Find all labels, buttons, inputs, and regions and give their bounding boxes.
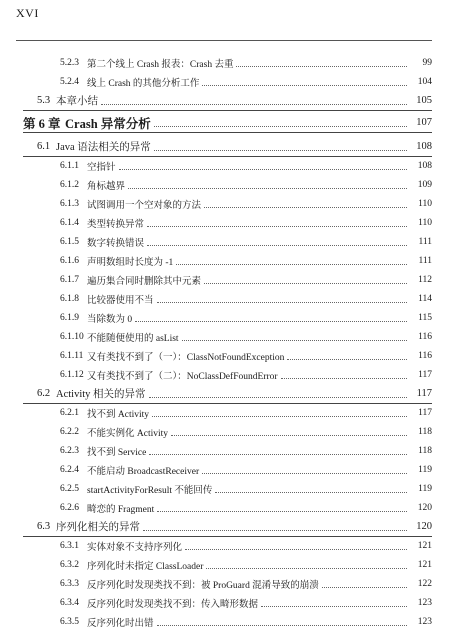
toc-number: 6.1.11 [60,350,84,361]
toc-page-number: 120 [416,521,432,532]
toc-subsection[interactable] [0,555,460,574]
toc-page-number: 123 [417,616,432,627]
toc-section[interactable] [0,91,460,110]
toc-title: 试图调用一个空对象的方法 [87,200,202,211]
toc-title: 反序列化时发现类找不到：传入畸形数据 [87,599,259,610]
toc-title: 角标越界 [87,181,126,192]
toc-subsection[interactable] [0,593,460,612]
dot-leader [287,358,407,360]
dot-leader [149,453,407,455]
toc-subsection[interactable] [0,194,460,213]
toc-number: 5.2.4 [60,76,79,87]
toc-page-number: 121 [417,540,432,551]
section-rule [23,110,432,111]
toc-title: 序列化时未指定 ClassLoader [87,561,204,572]
toc-number: 6.1.5 [60,236,79,247]
toc-subsection[interactable] [0,498,460,517]
dot-leader [152,415,407,417]
toc-subsection[interactable] [0,289,460,308]
dot-leader [206,567,407,569]
toc-subsection[interactable] [0,441,460,460]
toc-number: 6.2.6 [60,502,79,513]
toc-title: 反序列化时出错 [87,618,154,629]
toc-title: 数字转换错误 [87,238,145,249]
dot-leader [182,339,407,341]
toc-subsection[interactable] [0,72,460,91]
toc-number: 6.2 [37,388,51,399]
toc-subsection[interactable] [0,612,460,631]
toc-number: 6.3.2 [60,559,79,570]
dot-leader [157,301,407,303]
dot-leader [202,84,407,86]
dot-leader [119,168,407,170]
toc-number: 6.2.1 [60,407,79,418]
toc-page-number: 108 [416,141,432,152]
toc-subsection[interactable] [0,308,460,327]
toc-number: 6.1.6 [60,255,79,266]
toc-page-number: 117 [418,369,432,380]
toc-subsection[interactable] [0,479,460,498]
header-rule [16,40,432,41]
dot-leader [154,149,407,151]
toc-title: 声明数组时长度为 -1 [87,257,174,268]
toc-page-number: 109 [417,179,432,190]
dot-leader [147,225,407,227]
toc-title: 不能启动 BroadcastReceiver [87,466,200,477]
toc-subsection[interactable] [0,460,460,479]
toc-title: 找不到 Activity [87,409,150,420]
toc-number: 6.3 [37,521,51,532]
toc-title: 线上 Crash 的其他分析工作 [87,78,200,89]
toc-title: Crash 异常分析 [65,116,151,131]
dot-leader [204,282,407,284]
dot-leader [281,377,407,379]
toc-number: 6.3.4 [60,597,79,608]
toc-title: 又有类找不到了（二）：NoClassDefFoundError [87,371,278,382]
toc-title: 实体对象不支持序列化 [87,542,183,553]
toc-page-number: 123 [417,597,432,608]
toc-chapter[interactable] [0,113,460,132]
toc-subsection[interactable] [0,53,460,72]
toc-title: Java 语法相关的异常 [56,142,151,153]
toc-number: 6.1.4 [60,217,79,228]
toc-title: 序列化相关的异常 [56,522,140,533]
toc-title: 反序列化时发现类找不到：被 ProGuard 混淆导致的崩溃 [87,580,319,591]
dot-leader [128,187,407,189]
dot-leader [135,320,407,322]
toc-subsection[interactable] [0,327,460,346]
toc-subsection[interactable] [0,346,460,365]
dot-leader [101,103,407,105]
toc-subsection[interactable] [0,251,460,270]
toc-page-number: 116 [418,350,432,361]
toc-number: 6.2.4 [60,464,79,475]
toc-page-number: 104 [417,76,432,87]
dot-leader [322,586,407,588]
toc-page-number: 115 [418,312,432,323]
toc-title: 不能随便使用的 asList [87,333,179,344]
toc-subsection[interactable] [0,213,460,232]
toc-number: 6.3.5 [60,616,79,627]
dot-leader [176,263,407,265]
toc-number: 5.2.3 [60,57,79,68]
dot-leader [236,65,407,67]
toc-page-number: 108 [417,160,432,171]
toc-number: 6.1.3 [60,198,79,209]
toc-number: 6.2.2 [60,426,79,437]
toc-page-number: 111 [418,255,432,266]
toc-subsection[interactable] [0,403,460,422]
toc-number: 6.3.1 [60,540,79,551]
toc-page-number: 122 [417,578,432,589]
toc-page-number: 120 [417,502,432,513]
dot-leader [204,206,407,208]
toc-number: 6.3.3 [60,578,79,589]
toc-number: 第 6 章 [23,116,61,131]
toc-subsection[interactable] [0,175,460,194]
toc-page-number: 118 [418,445,432,456]
toc-number: 6.2.5 [60,483,79,494]
toc-number: 6.1.7 [60,274,79,285]
toc-title: 第二个线上 Crash 报表：Crash 去重 [87,59,234,70]
dot-leader [154,125,407,127]
toc-subsection[interactable] [0,156,460,175]
toc-page-number: 107 [416,117,432,128]
toc-title: 类型转换异常 [87,219,145,230]
toc-subsection[interactable] [0,574,460,593]
dot-leader [261,605,407,607]
toc-subsection[interactable] [0,422,460,441]
toc-number: 6.1.1 [60,160,79,171]
page-number: XVI [16,6,39,20]
toc-title: 空指针 [87,162,116,173]
toc-title: Activity 相关的异常 [56,389,146,400]
dot-leader [185,548,407,550]
toc-number: 6.1.12 [60,369,84,380]
toc-page-number: 111 [418,236,432,247]
dot-leader [171,434,407,436]
dot-leader [149,396,407,398]
toc-page-number: 121 [417,559,432,570]
toc-section[interactable] [0,384,460,403]
toc-page-number: 116 [418,331,432,342]
toc-page-number: 119 [418,483,432,494]
toc-page-number: 114 [418,293,432,304]
toc-title: 不能实例化 Activity [87,428,169,439]
toc-number: 6.1.8 [60,293,79,304]
dot-leader [143,529,407,531]
toc-number: 6.2.3 [60,445,79,456]
toc-title: 本章小结 [56,96,98,107]
toc-title: 当除数为 0 [87,314,133,325]
toc-title: 比较器使用不当 [87,295,154,306]
toc-page-number: 105 [416,95,432,106]
toc-page-number: 110 [418,217,432,228]
dot-leader [215,491,407,493]
dot-leader [147,244,407,246]
dot-leader [157,624,407,626]
toc-number: 5.3 [37,95,51,106]
toc-title: 又有类找不到了（一）：ClassNotFoundException [87,352,285,363]
toc-page-number: 99 [422,57,432,68]
toc-subsection[interactable] [0,232,460,251]
toc-number: 6.1.10 [60,331,84,342]
toc-subsection[interactable] [0,270,460,289]
dot-leader [157,510,407,512]
section-rule [23,132,432,133]
toc-section[interactable] [0,137,460,156]
toc-title: 畸恋的 Fragment [87,504,155,515]
toc-section[interactable] [0,517,460,536]
toc-title: 遍历集合同时删除其中元素 [87,276,202,287]
toc-subsection[interactable] [0,365,460,384]
toc-page-number: 117 [416,388,432,399]
toc-page-number: 119 [418,464,432,475]
toc-page-number: 118 [418,426,432,437]
toc-number: 6.1.9 [60,312,79,323]
toc-number: 6.1 [37,141,51,152]
toc-title: startActivityForResult 不能回传 [87,485,213,496]
toc-number: 6.1.2 [60,179,79,190]
toc-page-number: 112 [418,274,432,285]
toc-subsection[interactable] [0,536,460,555]
dot-leader [202,472,407,474]
toc-page-number: 110 [418,198,432,209]
toc-page-number: 117 [418,407,432,418]
toc-title: 找不到 Service [87,447,147,458]
